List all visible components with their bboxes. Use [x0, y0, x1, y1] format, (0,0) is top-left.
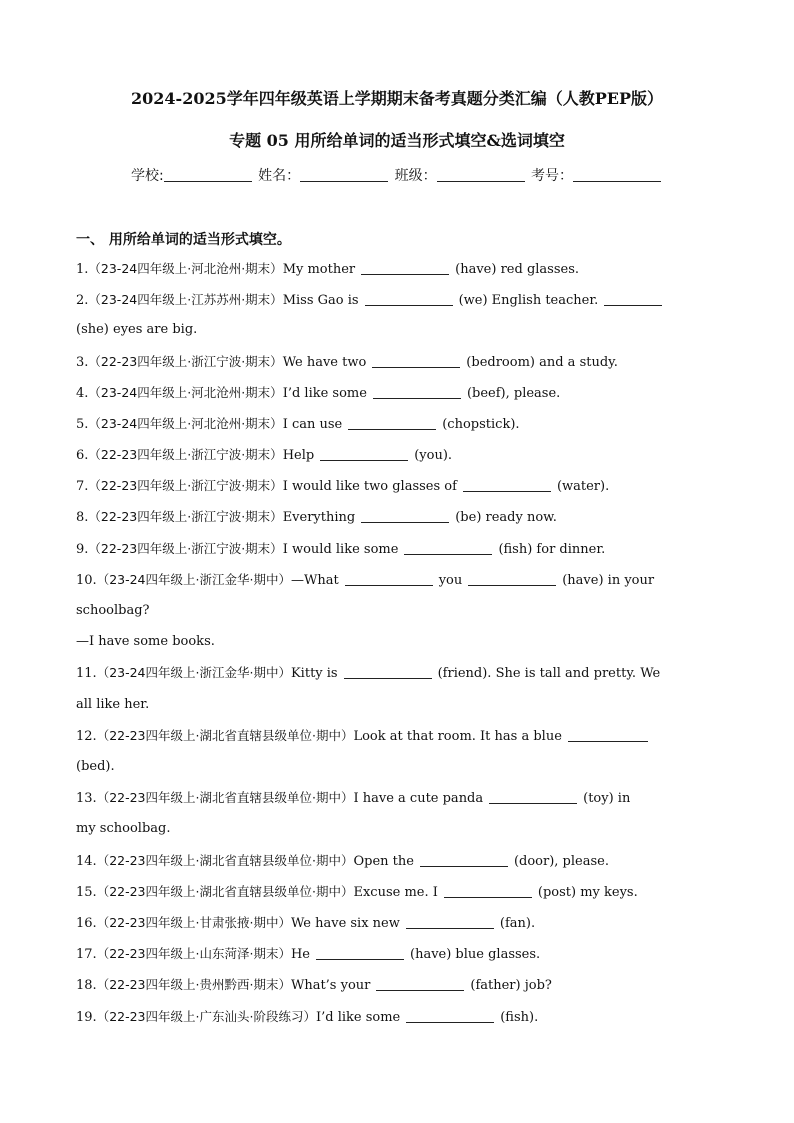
- question-1: [76, 253, 720, 285]
- question-text: —What: [290, 573, 339, 588]
- question-source: （23-24四年级上·浙江金华·期中）: [96, 572, 291, 587]
- question-number: 10.: [76, 573, 97, 588]
- answer-blank[interactable]: [406, 914, 494, 929]
- page-title: 2024-2025学年四年级英语上学期期末备考真题分类汇编（人教PEP版）: [131, 89, 663, 108]
- question-text: (friend). She is tall and pretty. We: [437, 666, 661, 681]
- question-text: (we) English teacher.: [458, 293, 599, 308]
- question-3: [76, 346, 720, 378]
- name-label: 姓名：: [258, 168, 301, 184]
- question-text: (post) my keys.: [537, 885, 638, 900]
- question-number: 3.: [76, 355, 89, 370]
- answer-blank[interactable]: [372, 353, 460, 368]
- answer-blank[interactable]: [604, 291, 662, 306]
- question-text: Miss Gao is: [282, 293, 359, 308]
- question-text: Everything: [282, 510, 356, 525]
- answer-blank[interactable]: [320, 446, 408, 461]
- answer-blank[interactable]: [348, 415, 436, 430]
- question-6: [76, 439, 720, 471]
- question-source: （22-23四年级上·甘肃张掖·期中）: [96, 915, 291, 930]
- question-number: 16.: [76, 916, 97, 931]
- question-4: [76, 377, 720, 409]
- question-text: I can use: [282, 417, 343, 432]
- page-subtitle: 专题 05 用所给单词的适当形式填空&选词填空: [229, 131, 565, 150]
- question-source: （22-23四年级上·浙江宁波·期末）: [88, 509, 283, 524]
- question-number: 4.: [76, 386, 89, 401]
- question-12: [76, 720, 720, 752]
- answer-blank[interactable]: [344, 664, 432, 679]
- question-text: Open the: [353, 854, 414, 869]
- question-2: [76, 284, 720, 316]
- question-9: [76, 533, 720, 565]
- student-info-row: [0, 165, 794, 185]
- school-field[interactable]: [164, 167, 252, 182]
- question-17: [76, 938, 720, 970]
- answer-blank[interactable]: [376, 976, 464, 991]
- question-number: 11.: [76, 666, 97, 681]
- question-11: [76, 657, 720, 689]
- question-13-continued: my schoolbag.: [76, 821, 171, 836]
- question-source: （23-24四年级上·河北沧州·期末）: [88, 385, 283, 400]
- question-text: I would like two glasses of: [282, 479, 457, 494]
- answer-blank[interactable]: [361, 260, 449, 275]
- question-number: 8.: [76, 510, 89, 525]
- answer-blank[interactable]: [444, 883, 532, 898]
- question-text: you: [438, 573, 463, 588]
- answer-blank[interactable]: [463, 477, 551, 492]
- question-source: （22-23四年级上·湖北省直辖县级单位·期中）: [96, 853, 354, 868]
- answer-blank[interactable]: [365, 291, 453, 306]
- question-text: (toy) in: [583, 791, 631, 806]
- question-number: 9.: [76, 542, 89, 557]
- exam-number-field[interactable]: [573, 167, 661, 182]
- question-text: (door), please.: [513, 854, 609, 869]
- section-heading: 一、 用所给单词的适当形式填空。: [76, 232, 291, 248]
- question-7: [76, 470, 720, 502]
- question-source: （23-24四年级上·河北沧州·期末）: [88, 261, 283, 276]
- question-text: I’d like some: [315, 1010, 401, 1025]
- answer-blank[interactable]: [420, 852, 508, 867]
- answer-blank[interactable]: [404, 540, 492, 555]
- question-source: （22-23四年级上·贵州黔西·期末）: [96, 977, 291, 992]
- question-text: Excuse me. I: [353, 885, 438, 900]
- answer-blank[interactable]: [373, 384, 461, 399]
- question-18: [76, 969, 720, 1001]
- question-text: I have a cute panda: [353, 791, 484, 806]
- question-number: 5.: [76, 417, 89, 432]
- question-text: We have two: [282, 355, 367, 370]
- question-12-continued: (bed).: [76, 759, 115, 774]
- question-8: [76, 501, 720, 533]
- question-2-continued: (she) eyes are big.: [76, 322, 198, 337]
- question-text: He: [290, 947, 310, 962]
- question-text: (bedroom) and a study.: [466, 355, 618, 370]
- question-source: （22-23四年级上·广东汕头·阶段练习）: [96, 1009, 316, 1024]
- question-number: 2.: [76, 293, 89, 308]
- question-source: （22-23四年级上·浙江宁波·期末）: [88, 541, 283, 556]
- question-number: 6.: [76, 448, 89, 463]
- question-source: （23-24四年级上·河北沧州·期末）: [88, 416, 283, 431]
- question-text: (have) in your: [562, 573, 655, 588]
- question-text: (have) red glasses.: [455, 262, 580, 277]
- question-source: （22-23四年级上·山东菏泽·期末）: [96, 946, 291, 961]
- answer-blank[interactable]: [568, 727, 648, 742]
- question-text: (fish).: [500, 1010, 539, 1025]
- question-text: (chopstick).: [442, 417, 520, 432]
- name-field[interactable]: [300, 167, 388, 182]
- question-text: I’d like some: [282, 386, 367, 401]
- question-number: 7.: [76, 479, 89, 494]
- question-16: [76, 907, 720, 939]
- question-text: (be) ready now.: [455, 510, 557, 525]
- answer-blank[interactable]: [468, 571, 556, 586]
- question-14: [76, 845, 720, 877]
- question-11-continued: all like her.: [76, 697, 150, 712]
- school-label: 学校:: [130, 168, 164, 184]
- question-text: (have) blue glasses.: [410, 947, 541, 962]
- question-source: （22-23四年级上·湖北省直辖县级单位·期中）: [96, 790, 354, 805]
- question-text: (father) job?: [470, 978, 552, 993]
- question-text: I would like some: [282, 542, 399, 557]
- answer-blank[interactable]: [489, 789, 577, 804]
- question-source: （23-24四年级上·浙江金华·期中）: [96, 665, 291, 680]
- question-text: (fan).: [499, 916, 536, 931]
- question-text: (you).: [414, 448, 453, 463]
- question-text: What’s your: [290, 978, 371, 993]
- question-13: [76, 782, 720, 814]
- answer-blank[interactable]: [316, 945, 404, 960]
- question-source: （23-24四年级上·江苏苏州·期末）: [88, 292, 283, 307]
- question-source: （22-23四年级上·湖北省直辖县级单位·期中）: [96, 728, 354, 743]
- question-number: 12.: [76, 729, 97, 744]
- question-source: （22-23四年级上·湖北省直辖县级单位·期中）: [96, 884, 354, 899]
- question-number: 1.: [76, 262, 89, 277]
- question-text: We have six new: [290, 916, 400, 931]
- question-text: Help: [282, 448, 315, 463]
- question-source: （22-23四年级上·浙江宁波·期末）: [88, 447, 283, 462]
- question-10-answer: —I have some books.: [76, 634, 215, 649]
- question-text: Look at that room. It has a blue: [353, 729, 562, 744]
- question-number: 19.: [76, 1010, 97, 1025]
- question-number: 17.: [76, 947, 97, 962]
- class-field[interactable]: [437, 167, 525, 182]
- answer-blank[interactable]: [406, 1008, 494, 1023]
- exam-number-label: 考号：: [531, 168, 574, 184]
- question-19: [76, 1001, 720, 1033]
- question-10: [76, 564, 720, 596]
- question-text: (fish) for dinner.: [498, 542, 606, 557]
- answer-blank[interactable]: [361, 508, 449, 523]
- question-5: [76, 408, 720, 440]
- question-text: (beef), please.: [466, 386, 561, 401]
- question-text: (water).: [556, 479, 610, 494]
- question-text: Kitty is: [290, 666, 338, 681]
- question-15: [76, 876, 720, 908]
- question-number: 18.: [76, 978, 97, 993]
- class-label: 班级：: [394, 168, 437, 184]
- answer-blank[interactable]: [345, 571, 433, 586]
- question-number: 13.: [76, 791, 97, 806]
- question-number: 15.: [76, 885, 97, 900]
- question-text: My mother: [282, 262, 356, 277]
- question-source: （22-23四年级上·浙江宁波·期末）: [88, 354, 283, 369]
- question-source: （22-23四年级上·浙江宁波·期末）: [88, 478, 283, 493]
- question-10-continued: schoolbag?: [76, 603, 150, 618]
- question-number: 14.: [76, 854, 97, 869]
